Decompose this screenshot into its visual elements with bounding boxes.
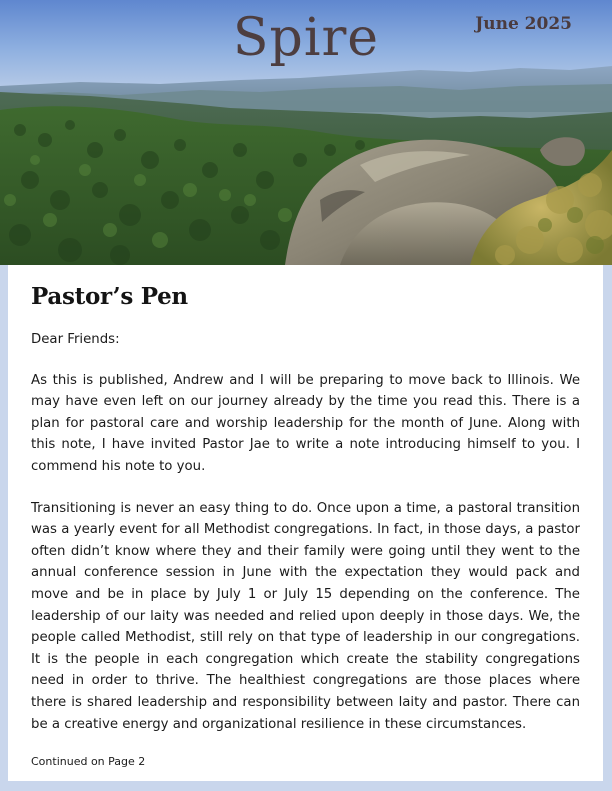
continued-note: Continued on Page 2 [31, 755, 146, 769]
header-banner [0, 0, 612, 265]
article-paragraph: As this is published, Andrew and I will be preparing to move back to Illinois. We may have even left on our journey already by the time you read this. There is a plan for pastoral care and worship leadership for the month of June. Along with this note, I have invited Pastor Jae to write a note introducing himself to you. I commend his note to you. [31, 372, 580, 474]
issue-date: June 2025 [475, 14, 572, 34]
article-paragraph: Transitioning is never an easy thing to do. Once upon a time, a pastoral transition was a yearly event for all Methodist congregations. In fact, in those days, a pastor often didn’t know where they and their family were going until they went to the annual conference session in June with the expectation they would pack and move and be in place by July 1 or July 15 depending on the conference. The leadership of our laity was needed and relied upon deeply in those days. We, the people called Methodist, still rely on that type of leadership in our congregations. It is the people in each congregation which create the stability congregations need in order to thrive. The healthiest congregations are those places where there is shared leadership and responsibility between laity and pastor. There can be a creative energy and organizational resilience in these circumstances. [31, 500, 580, 732]
salutation: Dear Friends: [31, 332, 120, 347]
masthead-title: Spire [232, 8, 380, 68]
article-title: Pastor’s Pen [31, 283, 188, 310]
article-panel [8, 265, 603, 781]
